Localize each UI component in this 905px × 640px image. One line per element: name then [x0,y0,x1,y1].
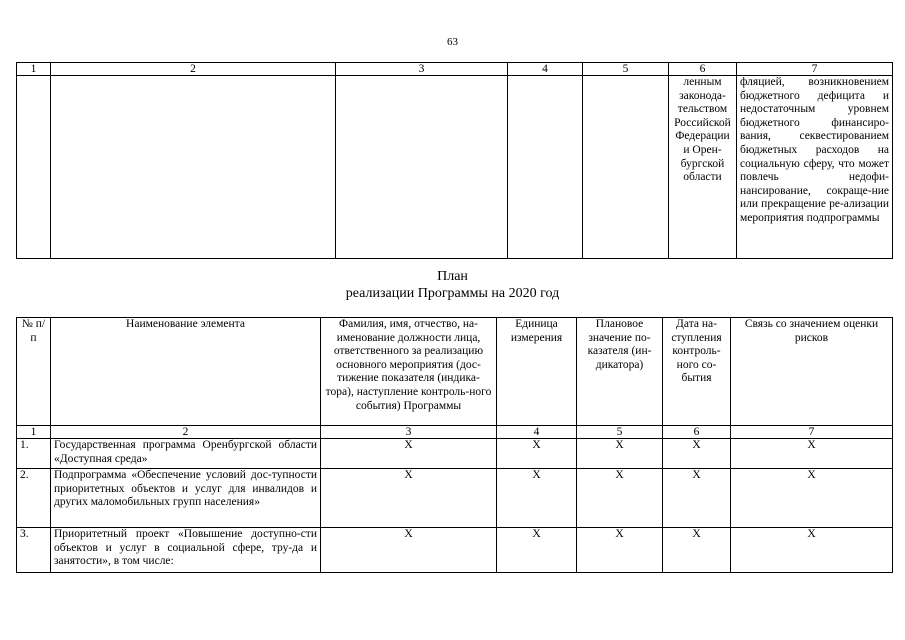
row-element-name: Государственная программа Оренбургской области «Доступная среда» [51,439,321,469]
plan-title-line1: План [437,269,468,284]
column-number: 3 [336,63,508,76]
column-number-row [17,63,893,76]
column-number: 3 [321,426,497,439]
row-cell-risk-link: X [731,439,893,469]
continuation-row [17,76,893,259]
column-number: 5 [577,426,663,439]
column-number: 6 [663,426,731,439]
table-row [17,528,893,573]
row-cell-event-date: X [663,439,731,469]
row-number: 1. [17,439,51,469]
page-number: 63 [447,36,458,48]
row-cell-unit: X [497,439,577,469]
row-cell-unit: X [497,469,577,528]
row-cell-unit: X [497,528,577,573]
cell-empty [583,76,669,259]
header-number: № п/п [17,318,51,426]
cell-empty [336,76,508,259]
cell-empty [17,76,51,259]
row-cell-planned-value: X [577,439,663,469]
column-number: 5 [583,63,669,76]
header-responsible: Фамилия, имя, отчество, на-именование должности лица, ответственного за реализацию основного мероприятия (дос-тижение показателя (индика-тора), наступление контроль-ного события) Программы [321,318,497,426]
column-number: 1 [17,63,51,76]
column-number: 2 [51,63,336,76]
header-event-date: Дата на-ступления контроль-ного со-бытия [663,318,731,426]
row-cell-event-date: X [663,528,731,573]
row-cell-responsible: X [321,469,497,528]
row-cell-risk-link: X [731,528,893,573]
row-element-name: Подпрограмма «Обеспечение условий дос-тупности приоритетных объектов и услуг для инвалидов и других маломобильных групп населения» [51,469,321,528]
column-number: 2 [51,426,321,439]
row-cell-risk-link: X [731,469,893,528]
cell-legislation-text: ленным законода-тельством Российской Федерации и Орен-бургской области [669,76,737,259]
row-cell-planned-value: X [577,469,663,528]
header-row [17,318,893,426]
header-unit: Единица измерения [497,318,577,426]
plan-table [16,317,893,573]
header-element-name: Наименование элемента [51,318,321,426]
column-number-row [17,426,893,439]
header-risk-link: Связь со значением оценки рисков [731,318,893,426]
row-number: 2. [17,469,51,528]
column-number: 4 [497,426,577,439]
header-planned-value: Плановое значение по-казателя (ин-дикатора) [577,318,663,426]
column-number: 4 [508,63,583,76]
table-row [17,469,893,528]
continuation-table [16,62,893,259]
column-number: 7 [731,426,893,439]
column-number: 6 [669,63,737,76]
plan-title-line2: реализации Программы на 2020 год [345,286,560,301]
row-cell-responsible: X [321,439,497,469]
row-cell-responsible: X [321,528,497,573]
row-element-name: Приоритетный проект «Повышение доступно-сти объектов и услуг в социальной сфере, тру-да и занятости», в том числе: [51,528,321,573]
cell-empty [51,76,336,259]
cell-risk-text: фляцией, возникновением бюджетного дефицита и недостаточным уровнем бюджетного финансиро-вания, секвестированием бюджетных расходов на социальную сферу, что может повлечь недофи-нансирование, сокраще-ние или прекращение ре-ализации мероприятия подпрограммы [737,76,893,259]
row-number: 3. [17,528,51,573]
plan-title [0,268,905,302]
column-number: 1 [17,426,51,439]
row-cell-event-date: X [663,469,731,528]
table-row [17,439,893,469]
row-cell-planned-value: X [577,528,663,573]
cell-empty [508,76,583,259]
column-number: 7 [737,63,893,76]
